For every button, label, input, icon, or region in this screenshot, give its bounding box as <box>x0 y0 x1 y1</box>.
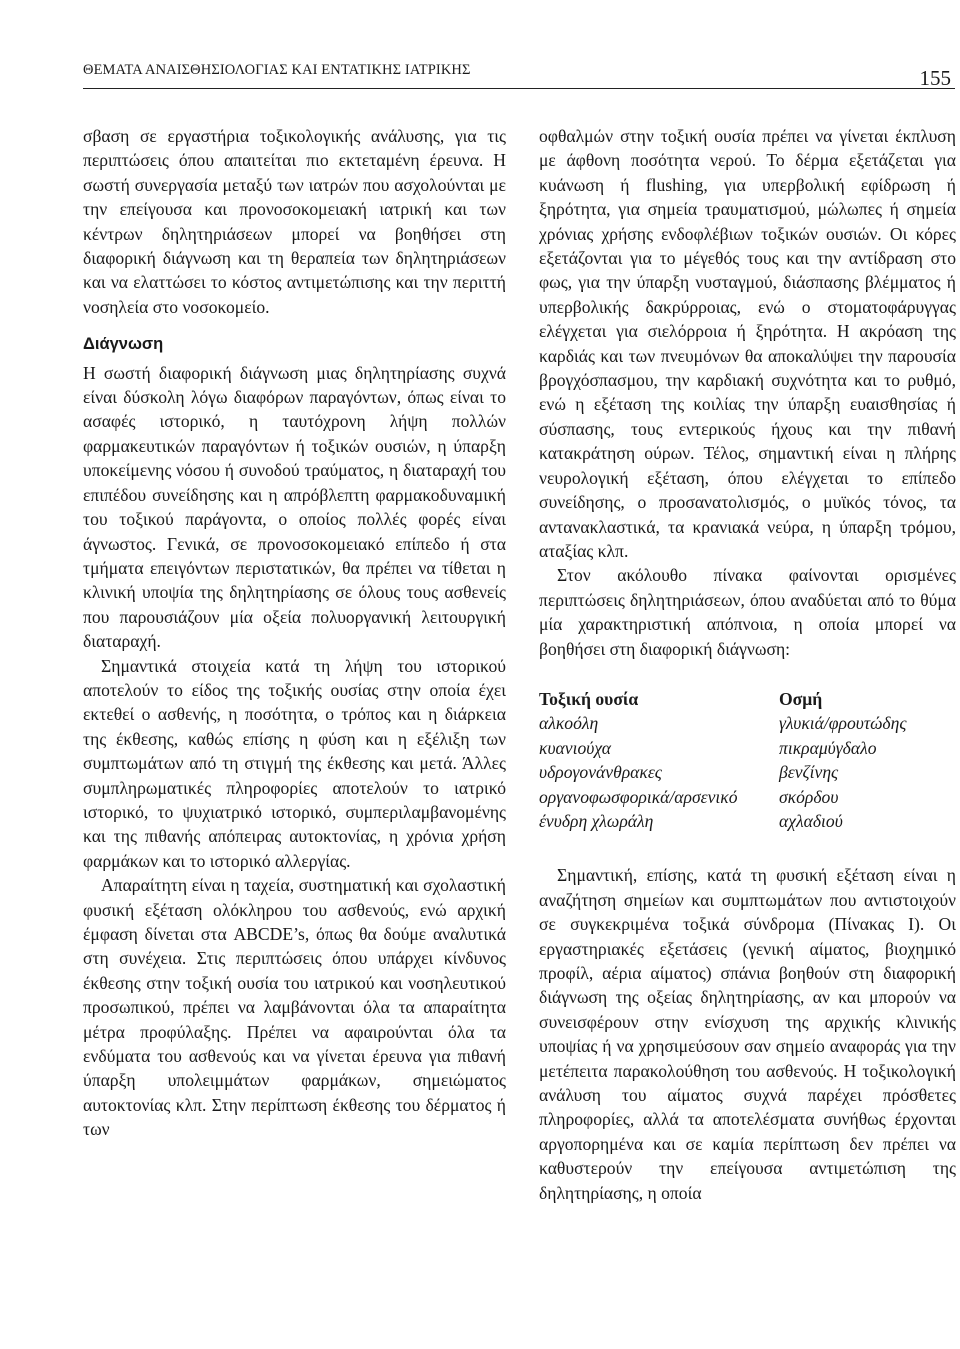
table-row <box>539 760 956 784</box>
table-cell-odor: βενζίνης <box>779 762 839 783</box>
paragraph: Στον ακόλουθο πίνακα φαίνονται ορισμένες περιπτώσεις δηλητηριάσεων, όπου αναδύεται από το θύμα μία χαρακτηριστική απόπνοια, η οποία μπορεί να βοηθήσει στη διαφορική διάγνωση: <box>539 565 956 659</box>
table-row <box>539 809 956 833</box>
column-header-substance: Τοξική ουσία <box>539 688 639 709</box>
table-cell-odor: γλυκιά/φρουτώδης <box>779 713 907 734</box>
table-cell-substance: υδρογονάνθρακες <box>539 762 662 783</box>
header-rule <box>83 88 955 89</box>
left-column <box>83 124 506 1142</box>
right-column <box>539 124 956 1205</box>
table-row <box>539 736 956 760</box>
odor-table <box>539 687 956 833</box>
paragraph: Η σωστή διαφορική διάγνωση μιας δηλητηρίασης συχνά είναι δύσκολη λόγω διαφόρων παραγόντων, όπως είναι το ασαφές ιστορικό, η ταυτόχρονη λήψη πολλών φαρμακευτικών παραγόντων ή τοξικών ουσιών, η ύπαρξη υποκείμενης νόσου ή συνοδού τραύματος, η διαταραχή του επιπέδου συνείδησης και η απρόβλεπτη φαρμακοδυναμική του τοξικού παράγοντα, ο οποίος πολλές φορές είναι άγνωστος. Γενικά, σε προνοσοκομειακό επίπεδο ή στα τμήματα επειγόντων περιστατικών, θα πρέπει να τίθεται η κλινική υποψία της δηλητηρίασης σε όλους τους ασθενείς που παρουσιάζουν μία οξεία πολυοργανική λειτουργική διαταραχή. <box>83 362 506 652</box>
table-cell-substance: κυανιούχα <box>539 737 611 758</box>
table-row <box>539 711 956 735</box>
running-title: ΘΕΜΑΤΑ ΑΝΑΙΣΘΗΣΙΟΛΟΓΙΑΣ ΚΑΙ ΕΝΤΑΤΙΚΗΣ ΙΑΤΡΙΚΗΣ <box>83 62 471 78</box>
paragraph: οφθαλμών στην τοξική ουσία πρέπει να γίνεται έκπλυση με άφθονη ποσότητα νερού. Το δέρμα εξετάζεται για κυάνωση ή flushing, για υπερβολική εφίδρωση ή ξηρότητα, για σημεία τραυματισμού, μώλωπες ή σημεία χρόνιας χρήσης ενδοφλέβιων τοξικών ουσιών. Οι κόρες εξετάζονται για το μέγεθός τους και την αντίδραση στο φως, για την ύπαρξη νυσταγμού, διάσπασης βλέμματος ή υπερβολικής δακρύρροιας, ενώ ο στοματοφάρυγγας ελέγχεται για σιελόρροια ή ξηρότητα. Η ακρόαση της καρδιάς και των πνευμόνων θα αποκαλύψει την παρουσία βρογχόσπασμου, την καρδιακή συχνότητα και το ρυθμό, ενώ η εξέταση της κοιλίας την ύπαρξη ευαισθησίας ή σύσπασης, τους εντερικούς ήχους και την πιθανή κατακράτηση ούρων. Τέλος, σημαντική είναι η πλήρης νευρολογική εξέταση, όπου ελέγχεται το επίπεδο συνείδησης, ο προσανατολισμός, ο μυϊκός τόνος, τα αντανακλαστικά, τα κρανιακά νεύρα, η ύπαρξη τρόμου, αταξίας κλπ. <box>539 126 956 561</box>
table-cell-odor: σκόρδου <box>779 786 839 807</box>
column-header-odor: Οσμή <box>779 688 823 709</box>
table-cell-odor: αχλαδιού <box>779 810 843 831</box>
table-cell-substance: αλκοόλη <box>539 713 599 734</box>
table-row <box>539 785 956 809</box>
paragraph: Σημαντική, επίσης, κατά τη φυσική εξέταση είναι η αναζήτηση σημείων και συμπτωμάτων που αντιστοιχούν σε συγκεκριμένα τοξικά σύνδρομα (Πίνακας I). Οι εργαστηριακές εξετάσεις (γενική αίματος, βιοχημικό προφίλ, αέρια αίματος) σπάνια βοηθούν στη διαφορική διάγνωση της οξείας δηλητηρίασης, αν και μπορούν να συνεισφέρουν στην ενίσχυση της αρχικής κλινικής υποψίας ή να χρησιμεύσουν σαν σημείο αναφοράς για την μετέπειτα παρακολούθηση του ασθενούς. Η τοξικολογική ανάλυση του αίματος συχνά παρέχει πρόσθετες πληροφορίες, αλλά τα αποτελέσματα συνήθως έρχονται αργοπορημένα και σε καμία περίπτωση δεν πρέπει να καθυστερούν την επείγουσα αντιμετώπιση της δηλητηρίασης, η οποία <box>539 865 956 1203</box>
page-header <box>83 56 955 92</box>
section-heading-diagnosis: Διάγνωση <box>83 335 164 354</box>
table-cell-substance: ένυδρη χλωράλη <box>539 810 654 831</box>
table-cell-substance: οργανοφωσφορικά/αρσενικό <box>539 786 738 807</box>
paragraph: Σημαντικά στοιχεία κατά τη λήψη του ιστορικού αποτελούν το είδος της τοξικής ουσίας στην οποία έχει εκτεθεί ο ασθενής, η ποσότητα, ο τρόπος και η διάρκεια της έκθεσης, καθώς επίσης η φύση και η εξέλιξη των συμπτωμάτων από τη στιγμή της έκθεσης και μετά. Άλλες συμπληρωματικές πληροφορίες αποτελούν το ιατρικό ιστορικό, το ψυχιατρικό ιστορικό, συμπεριλαμβανομένης και της πιθανής απόπειρας αυτοκτονίας, η χρόνια χρήση φαρμάκων και το ιστορικό αλλεργίας. <box>83 655 506 871</box>
table-header-row <box>539 687 956 711</box>
page-number: 155 <box>919 66 951 90</box>
paragraph: σβαση σε εργαστήρια τοξικολογικής ανάλυσης, για τις περιπτώσεις όπου απαιτείται πιο εκτεταμένη έρευνα. Η σωστή συνεργασία μεταξύ των ιατρών που ασχολούνται με την επείγουσα και προνοσοκομειακή ιατρική και των κέντρων δηλητηριάσεων μπορεί να βοηθήσει στη διαφορική διάγνωση και τη θεραπεία των δηλητηριάσεων και να ελαττώσει το κόστος αντιμετώπισης και την περιττή νοσηλεία στο νοσοκομείο. <box>83 126 506 317</box>
table-cell-odor: πικραμύγδαλο <box>779 737 877 758</box>
paragraph: Απαραίτητη είναι η ταχεία, συστηματική και σχολαστική φυσική εξέταση ολόκληρου του ασθενούς, ενώ αρχική έμφαση δίνεται στα ABCDE’s, όπως θα δούμε αναλυτικά στη συνέχεια. Στις περιπτώσεις όπου υπάρχει κίνδυνος έκθεσης στην τοξική ουσία του ιατρικού και νοσηλευτικού προσωπικού, πρέπει να λαμβάνονται όλα τα απαραίτητα μέτρα προφύλαξης. Πρέπει να αφαιρούνται όλα τα ενδύματα του ασθενούς και να γίνεται έρευνα για πιθανή ύπαρξη υπολειμμάτων φαρμάκων, σημειώματος αυτοκτονίας κλπ. Στην περίπτωση έκθεσης του δέρματος ή των <box>83 875 506 1140</box>
